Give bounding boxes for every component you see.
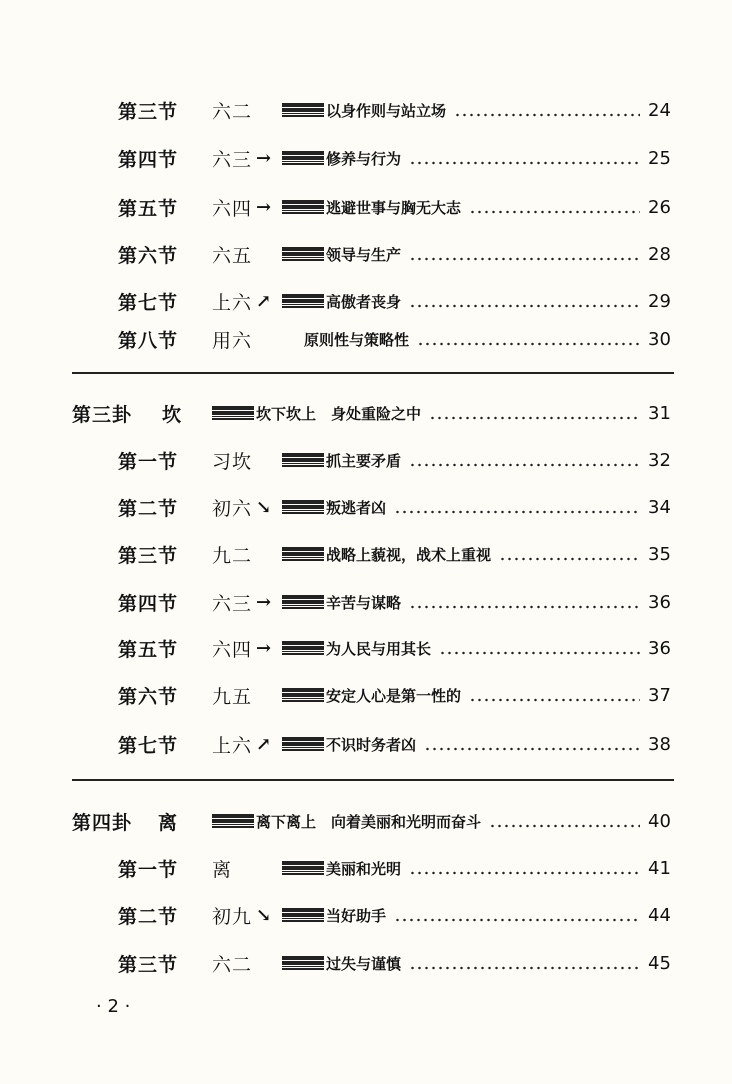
section-label: 第三节: [118, 953, 179, 976]
entry-title: 坎下坎上 身处重险之中: [256, 404, 422, 423]
toc-section-row[interactable]: [0, 284, 732, 318]
entry-title: 领导与生产: [326, 245, 402, 264]
page-ref: 38: [648, 733, 671, 755]
arrow-icon: →: [256, 591, 272, 613]
section-label: 第三节: [118, 100, 179, 123]
entry-title: 不识时务者凶: [326, 735, 417, 754]
hexagram-icon: [282, 547, 324, 561]
arrow-icon: ↗: [256, 290, 272, 312]
entry-title: 离下离上 向着美丽和光明而奋斗: [256, 812, 482, 831]
toc-section-row[interactable]: [0, 190, 732, 224]
line-name: 上六: [212, 291, 253, 314]
entry-title: 以身作则与站立场: [326, 101, 447, 120]
toc-section-row[interactable]: [0, 898, 732, 932]
line-name: 六四: [212, 197, 253, 220]
entry-title: 过失与谨慎: [326, 954, 402, 973]
section-label: 第六节: [118, 244, 179, 267]
page-ref: 25: [648, 147, 671, 169]
section-label: 第四节: [118, 592, 179, 615]
section-label: 第一节: [118, 450, 179, 473]
toc-chapter-row[interactable]: [0, 396, 732, 430]
hexagram-icon: [282, 103, 324, 117]
page-ref: 45: [648, 952, 671, 974]
line-name: 六三: [212, 592, 253, 615]
line-name: 九二: [212, 544, 253, 567]
page-number: · 2 ·: [96, 996, 131, 1017]
arrow-icon: →: [256, 147, 272, 169]
toc-section-row[interactable]: [0, 585, 732, 619]
toc-chapter-row[interactable]: [0, 804, 732, 838]
line-name: 六二: [212, 100, 253, 123]
section-label: 第四节: [118, 148, 179, 171]
chapter-divider: [72, 372, 674, 374]
entry-title: 抓主要矛盾: [326, 451, 402, 470]
section-label: 第七节: [118, 734, 179, 757]
entry-title: 为人民与用其长: [326, 639, 432, 658]
entry-title: 修养与行为: [326, 149, 402, 168]
line-name: 初六: [212, 497, 253, 520]
leader-dots: [409, 257, 640, 261]
hexagram-icon: [212, 406, 254, 420]
line-name: 六四: [212, 638, 253, 661]
page-ref: 26: [648, 196, 671, 218]
toc-section-row[interactable]: [0, 631, 732, 665]
hexagram-icon: [282, 247, 324, 261]
hexagram-icon: [282, 453, 324, 467]
line-name: 上六: [212, 734, 253, 757]
leader-dots: [499, 557, 640, 561]
leader-dots: [469, 210, 640, 214]
entry-title: 当好助手: [326, 906, 387, 925]
hexagram-icon: [282, 861, 324, 875]
page-ref: 37: [648, 684, 671, 706]
leader-dots: [394, 918, 640, 922]
section-label: 第七节: [118, 291, 179, 314]
line-name: 离: [212, 858, 233, 881]
arrow-icon: →: [256, 637, 272, 659]
hexagram-icon: [282, 595, 324, 609]
section-label: 第二节: [118, 905, 179, 928]
entry-title: 原则性与策略性: [304, 330, 410, 349]
section-label: 第二节: [118, 497, 179, 520]
leader-dots: [409, 304, 640, 308]
leader-dots: [409, 871, 640, 875]
leader-dots: [429, 416, 640, 420]
toc-section-row[interactable]: [0, 443, 732, 477]
leader-dots: [409, 966, 640, 970]
chapter-label: 第三卦: [72, 403, 133, 426]
entry-title: 逃避世事与胸无大志: [326, 198, 462, 217]
leader-dots: [417, 342, 640, 346]
line-name: 九五: [212, 685, 253, 708]
chapter-divider: [72, 779, 674, 781]
section-label: 第五节: [118, 638, 179, 661]
hexagram-icon: [282, 500, 324, 514]
leader-dots: [439, 651, 640, 655]
page-ref: 31: [648, 402, 671, 424]
line-name: 初九: [212, 905, 253, 928]
arrow-icon: →: [256, 196, 272, 218]
arrow-icon: ↘: [256, 496, 272, 518]
toc-section-row[interactable]: [0, 490, 732, 524]
entry-title: 高傲者丧身: [326, 292, 402, 311]
leader-dots: [489, 824, 640, 828]
page-ref: 24: [648, 99, 671, 121]
toc-section-row[interactable]: [0, 851, 732, 885]
hexagram-icon: [282, 641, 324, 655]
leader-dots: [409, 161, 640, 165]
hexagram-icon: [212, 814, 254, 828]
leader-dots: [454, 113, 640, 117]
page-ref: 36: [648, 637, 671, 659]
toc-section-row[interactable]: [0, 946, 732, 980]
leader-dots: [409, 605, 640, 609]
section-label: 第五节: [118, 197, 179, 220]
toc-section-row[interactable]: [0, 322, 732, 356]
toc-section-row[interactable]: [0, 93, 732, 127]
arrow-icon: ↘: [256, 904, 272, 926]
line-name: 习坎: [212, 450, 253, 473]
page-ref: 36: [648, 591, 671, 613]
line-name: 六五: [212, 244, 253, 267]
entry-title: 安定人心是第一性的: [326, 686, 462, 705]
entry-title: 叛逃者凶: [326, 498, 387, 517]
page-ref: 34: [648, 496, 671, 518]
page-ref: 29: [648, 290, 671, 312]
leader-dots: [424, 747, 640, 751]
hexagram-name: 坎: [162, 403, 183, 426]
toc-section-row[interactable]: [0, 237, 732, 271]
leader-dots: [469, 698, 640, 702]
hexagram-icon: [282, 688, 324, 702]
hexagram-name: 离: [158, 811, 179, 834]
toc-section-row[interactable]: [0, 537, 732, 571]
line-name: 六二: [212, 953, 253, 976]
line-name: 六三: [212, 148, 253, 171]
toc-section-row[interactable]: [0, 141, 732, 175]
section-label: 第六节: [118, 685, 179, 708]
page-ref: 28: [648, 243, 671, 265]
toc-section-row[interactable]: [0, 727, 732, 761]
hexagram-icon: [282, 294, 324, 308]
hexagram-icon: [282, 151, 324, 165]
section-label: 第八节: [118, 329, 179, 352]
hexagram-icon: [282, 908, 324, 922]
entry-title: 战略上藐视，战术上重视: [326, 545, 492, 564]
chapter-label: 第四卦: [72, 811, 133, 834]
page-ref: 30: [648, 328, 671, 350]
section-label: 第三节: [118, 544, 179, 567]
page-ref: 40: [648, 810, 671, 832]
leader-dots: [394, 510, 640, 514]
hexagram-icon: [282, 956, 324, 970]
line-name: 用六: [212, 329, 253, 352]
leader-dots: [409, 463, 640, 467]
page-ref: 32: [648, 449, 671, 471]
page-ref: 44: [648, 904, 671, 926]
toc-section-row[interactable]: [0, 678, 732, 712]
entry-title: 美丽和光明: [326, 859, 402, 878]
page-ref: 35: [648, 543, 671, 565]
hexagram-icon: [282, 200, 324, 214]
arrow-icon: ↗: [256, 733, 272, 755]
page-ref: 41: [648, 857, 671, 879]
entry-title: 辛苦与谋略: [326, 593, 402, 612]
hexagram-icon: [282, 737, 324, 751]
section-label: 第一节: [118, 858, 179, 881]
